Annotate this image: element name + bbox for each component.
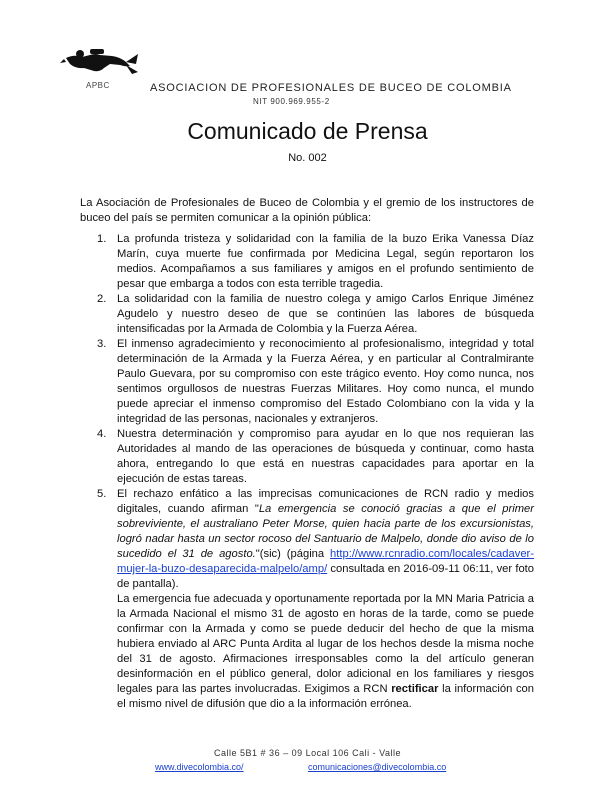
followup-text: La emergencia fue adecuada y oportunamente reportada por la MN Maria Patricia a la Armada Nacional el mismo 31 de agosto en horas de la tarde, como se puede confirmar con la Armada y como se puede deducir del hecho de que la misma hubiera enviado al ARC Punta Ardita al lugar de los hechos desde la misma noche del 31 de agosto. Afirmaciones irresponsables como la del artículo generan desinformación en el público general, dolor adicional en los familiares y riesgos legales para las partes involucradas. Exigimos a RCN [117,593,534,695]
rcn-article-link[interactable]: http://www.rcnradio.com/locales/cadaver-mujer-la-buzo-desaparecida-malpelo/amp/ [117,548,534,575]
item5-quote: La emergencia se conoció gracias a que el primer sobreviviente, el australiano Peter Morse, quien hacia parte de los excursionistas, logró nadar hasta un sector rocoso del Santuario de Malpelo, donde dio aviso de lo sucedido el 31 de agosto. [117,503,534,560]
item-number: 1. [97,233,107,245]
document-number: No. 002 [288,152,327,164]
followup-bold: rectificar [391,683,439,695]
item-text: El inmenso agradecimiento y reconocimiento al profesionalismo, integridad y total determinación de la Armada y la Fuerza Aérea, y en particular al Contralmirante Paulo Guevara, por su compromiso con este trágico evento. Hoy como nunca, nos sentimos orgullosos de nuestras Fuerzas Militares. Hoy como nunca, el mundo puede apreciar el inmenso compromiso del Estado Colombiano con la vida y la integridad de las personas, nacionales y extranjeros. [117,338,534,425]
item-number: 4. [97,428,107,440]
logo-text: APBC [86,81,110,90]
list-item [80,487,534,592]
item5-followup [80,592,534,712]
list-item [80,427,534,487]
apbc-logo [60,40,140,100]
item-number: 3. [97,338,107,350]
footer-address: Calle 5B1 # 36 – 09 Local 106 Cali - Valle [214,748,401,758]
list-item [80,292,534,337]
item-number: 5. [97,488,107,500]
footer-email-link[interactable]: comunicaciones@divecolombia.co [308,762,447,772]
item-text: La solidaridad con la familia de nuestro colega y amigo Carlos Enrique Jiménez Agudelo y nuestro deseo de que se continúen las labores de búsqueda intensificadas por la Armada de Colombia y la Fuerza Aérea. [117,293,534,335]
item5-after-quote: "(sic) (página [255,548,331,560]
item-number: 2. [97,293,107,305]
item5-after-link: consultada en 2016-09-11 06:11, ver foto de pantalla). [117,563,534,590]
followup-text-end: la información con el mismo nivel de difusión que dio a la información errónea. [117,683,534,710]
intro-paragraph: La Asociación de Profesionales de Buceo de Colombia y el gremio de los instructores de buceo del país se permiten comunicar a la opinión pública: [80,197,534,224]
page-title: Comunicado de Prensa [187,118,428,144]
footer-website-link[interactable]: www.divecolombia.co/ [155,762,244,772]
organization-name: ASOCIACION DE PROFESIONALES DE BUCEO DE COLOMBIA [150,82,512,94]
item5-lead: El rechazo enfático a las imprecisas comunicaciones de RCN radio y medios digitales, cuando afirman " [117,488,534,515]
document-body [80,196,534,712]
list-item [80,337,534,427]
item-text: La profunda tristeza y solidaridad con la familia de la buzo Erika Vanessa Díaz Marín, cuya muerte fue confirmada por Medicina Legal, según reportaron los medios. Acompañamos a sus familiares y amigos en el profundo sentimiento de pesar que embarga a todos con esta terrible tragedia. [117,233,534,290]
organization-nit: NIT 900.969.955-2 [253,97,330,106]
list-item [80,232,534,292]
item-text: Nuestra determinación y compromiso para ayudar en lo que nos requieran las Autoridades al mando de las operaciones de búsqueda y continuar, como hasta ahora, entregando lo que está en nuestras capacidades para aportar en la ejecución de estas tareas. [117,428,534,485]
statement-list [80,232,534,592]
